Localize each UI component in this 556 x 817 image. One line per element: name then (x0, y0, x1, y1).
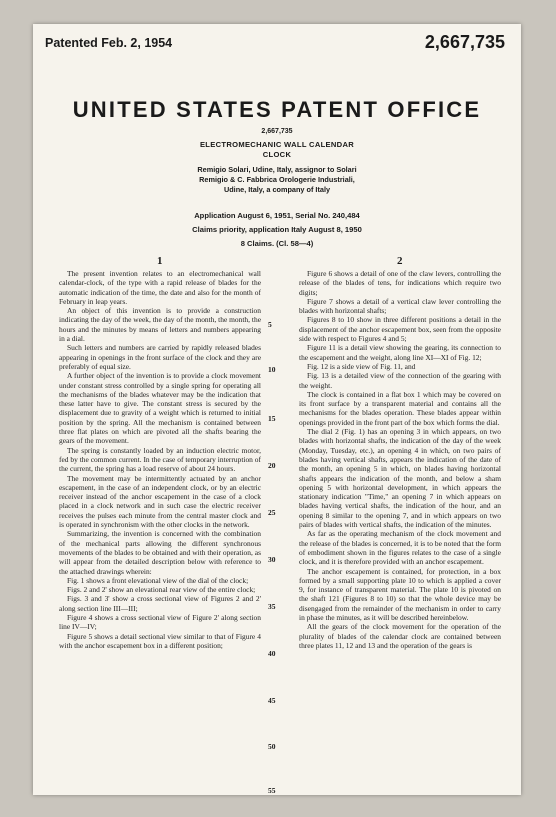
paragraph: The clock is contained in a flat box 1 which may be covered on its front surface by a transparent material and contains all the mechanisms for the blades operation. These blades appear within openings provided in the front part of the box which forms the dial. (299, 389, 501, 427)
paragraph: Figs. 3 and 3' show a cross sectional view of Figures 2 and 2' along section line III—III; (59, 594, 261, 613)
paragraph: The present invention relates to an electromechanical wall calendar-clock, of the type with a rapid release of blades for the automatic indication of the time, the date and also for the month of February in leap years. (59, 269, 261, 306)
paragraph: Figs. 2 and 2' show an elevational rear view of the entire clock; (67, 585, 256, 595)
line-number: 45 (268, 696, 276, 705)
line-number: 5 (268, 320, 272, 329)
line-number: 40 (268, 649, 276, 658)
meta-patent-number: 2,667,735 (261, 128, 293, 135)
title-line: CLOCK (262, 150, 292, 159)
paragraph: Figure 6 shows a detail of one of the claw levers, controlling the release of the blades of tens, for indications which require two digits; (299, 269, 501, 297)
paragraph: The anchor escapement is contained, for protection, in a box formed by a small supporting plate 10 to which is applied a cover 9, for instance of transparent material. The plate 10 is pivoted on the shaft 121 (Figures 8 to 10) so that the whole device may be disengaged from the remainder of the mechanism in order to carry in phase the minutes, as it will be described hereinbelow. (299, 566, 501, 622)
line-number: 25 (268, 508, 276, 517)
paragraph: The dial 2 (Fig. 1) has an opening 3 in which appears, on two blades with horizontal shafts, the indication of the day of the week (Monday, Tuesday, etc.), an opening 4 in which, on two pairs of blades having vertical shafts, appears the indication of the date of the month, an opening 5 in which, on blades having horizontal shafts appears the indication of the month, and below a sham opening 5 with horizontal development, in which appears the stationary indication "Time," an opening 7 in which appears on blades having vertical shafts, the indication of the hour, and an opening 8 similar to the opening 7, and in which appears on two pairs of blades with vertical shafts, the indication of the minutes. (299, 427, 501, 530)
column-number-1: 1 (157, 255, 163, 267)
paragraph: Figures 8 to 10 show in three different positions a detail in the displacement of the anchor escapement box, seen from the opposite side with respect to Figures 4 and 5; (299, 315, 501, 344)
paragraph: Figure 4 shows a cross sectional view of Figure 2' along section line IV—IV; (59, 612, 261, 632)
column-1-text (59, 269, 261, 789)
inventor-line: Udine, Italy, a company of Italy (223, 185, 331, 194)
paragraph: Figure 11 is a detail view showing the gearing, its connection to the escapement and the weight, along line XI—XI of Fig. 12; (299, 343, 501, 362)
column-2-text (299, 269, 501, 789)
paragraph: The movement may be intermittently actuated by an anchor escapement, in the case of an independent clock, or by an electric receiver instead of the anchor escapement in the case of a clock placed in a clock network and in such case the electric receiver receives the pulses each minute from the central master clock and is operated in synchronism with the other clocks in the network. (59, 473, 261, 530)
office-heading: UNITED STATES PATENT OFFICE (72, 97, 482, 122)
patent-page (33, 24, 521, 795)
line-number: 35 (268, 602, 276, 611)
paragraph: The spring is constantly loaded by an induction electric motor, fed by the common current. In the case of temporary interruption of the current, the spring has a load reserve of about 24 hours. (59, 445, 261, 474)
line-number: 30 (268, 555, 276, 564)
patent-date: Patented Feb. 2, 1954 (45, 36, 173, 50)
paragraph: A further object of the invention is to provide a clock movement under constant stress controlled by a single spring for operating all the mechanisms of the blades whatever may be the indication that these latter have to give. The constant stress is secured by the displacement due to gravity of a weight which is returned to initial position by the spring. All the mechanism is contained between three flat plates on which are pivoted all the shafts bearing the gears of the movement. (59, 371, 261, 446)
paragraph: Fig. 12 is a side view of Fig. 11, and (307, 361, 416, 371)
inventor-block (33, 165, 521, 195)
paragraph: Fig. 13 is a detailed view of the connection of the gearing with the weight. (299, 371, 501, 390)
patent-number: 2,667,735 (424, 32, 505, 52)
line-number: 55 (268, 786, 276, 795)
paragraph: Figure 7 shows a detail of a vertical claw lever controlling the blades with horizontal shafts; (299, 296, 501, 316)
column-number-2: 2 (397, 255, 403, 267)
paragraph: Fig. 1 shows a front elevational view of the dial of the clock; (67, 575, 249, 585)
application-line: Application August 6, 1951, Serial No. 240,484 (194, 211, 360, 220)
paragraph: An object of this invention is to provide a construction indicating the day of the week, the day of the month, the month, the hours and the minutes by means of letters and numbers appearing in a dial. (59, 306, 261, 344)
inventor-line: Remigio Solari, Udine, Italy, assignor to Solari (197, 165, 357, 174)
paragraph: Figure 5 shows a detail sectional view similar to that of Figure 4 with the anchor escapement box in a different position; (59, 631, 261, 650)
line-number: 15 (268, 414, 276, 423)
line-number: 20 (268, 461, 276, 470)
paragraph: Summarizing, the invention is concerned with the combination of the mechanical parts allowing the different synchronous movements of the blades to be obtained and with their operation, as will appear from the detailed description below with reference to the attached drawings wherein: (59, 529, 261, 576)
line-number: 50 (268, 742, 276, 751)
patent-title (33, 140, 521, 160)
claims-line: 8 Claims. (Cl. 58—4) (240, 239, 314, 248)
priority-line: Claims priority, application Italy August 8, 1950 (192, 225, 362, 234)
paragraph: As far as the operating mechanism of the clock movement and the release of the blades is concerned, it is to be noted that the form of embodiment shown in the figures relates to the case of a single clock, and it is therefore provided with an anchor escapement. (299, 529, 501, 567)
line-number: 10 (268, 365, 276, 374)
paragraph: All the gears of the clock movement for the operation of the plurality of blades of the calendar clock are contained between three plates 11, 12 and 13 and the operation of the gears is (299, 622, 501, 650)
title-line: ELECTROMECHANIC WALL CALENDAR (199, 140, 355, 149)
inventor-line: Remigio & C. Fabbrica Orologerie Industriali, (199, 175, 355, 184)
paragraph: Such letters and numbers are carried by rapidly released blades appearing in openings in the front surface of the clock and they are preferably of equal size. (59, 343, 261, 371)
